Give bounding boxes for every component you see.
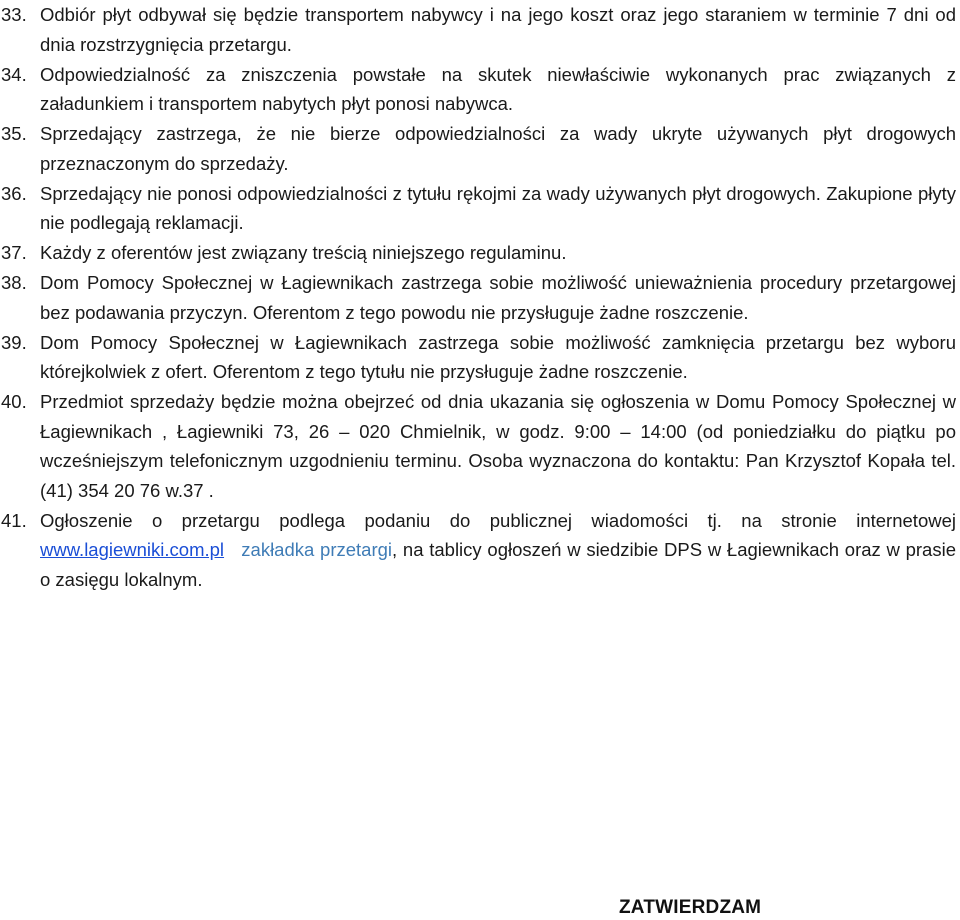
list-item-41 [0,506,956,595]
item-text: Odbiór płyt odbywał się będzie transportem nabywcy i na jego koszt oraz jego staraniem w terminie 7 dni od dnia rozstrzygnięcia przetargu. [40,4,956,55]
approval-signature: ZATWIERDZAM [619,897,762,918]
item-number: 40. [1,391,27,412]
list-item-37 [0,238,956,268]
list-item-38 [0,268,956,327]
item-text: Przedmiot sprzedaży będzie można obejrzeć od dnia ukazania się ogłoszenia w Domu Pomocy Społecznej w Łagiewnikach , Łagiewniki 73, 26 – 020 Chmielnik, w godz. 9:00 – 14:00 (od poniedziałku do piątku po wcześniejszym telefonicznym uzgodnieniu terminu. Osoba wyznaczona do kontaktu: Pan Krzysztof Kopała tel. (41) 354 20 76 w.37 . [40,391,956,501]
item-text: Odpowiedzialność za zniszczenia powstałe na skutek niewłaściwie wykonanych prac związanych z załadunkiem i transportem nabytych płyt ponosi nabywca. [40,63,956,114]
item-number: 36. [1,182,27,204]
item-text: Dom Pomocy Społecznej w Łagiewnikach zastrzega sobie możliwość zamknięcia przetargu bez wyboru którejkolwiek z ofert. Oferentom z tego tytułu nie przysługuje żadne roszczenie. [40,331,956,382]
list-item-36 [0,179,956,238]
item-number: 33. [1,4,27,25]
item-number: 38. [1,272,27,293]
item-number: 34. [1,63,27,85]
list-item-34 [0,60,956,119]
item-text: Sprzedający zastrzega, że nie bierze odpowiedzialności za wady ukryte używanych płyt drogowych przeznaczonym do sprzedaży. [40,123,956,174]
website-link[interactable]: www.lagiewniki.com.pl [40,539,225,560]
list-item-40 [0,387,956,505]
item-text: Każdy z oferentów jest związany treścią niniejszego regulaminu. [40,242,567,263]
item-text-after: , na tablicy ogłoszeń w siedzibie DPS w Łagiewnikach oraz w prasie o zasięgu lokalnym. [40,539,956,590]
item-text: Sprzedający nie ponosi odpowiedzialności z tytułu rękojmi za wady używanych płyt drogowych. Zakupione płyty nie podlegają reklamacji. [40,182,956,233]
item-number: 35. [1,123,27,144]
tab-przetargi-link[interactable]: zakładka przetargi [241,539,393,560]
item-text: Dom Pomocy Społecznej w Łagiewnikach zastrzega sobie możliwość unieważnienia procedury przetargowej bez podawania przyczyn. Oferentom z tego powodu nie przysługuje żadne roszczenie. [40,272,956,323]
item-text [40,506,956,595]
list-item-39 [0,328,956,387]
item-number: 41. [1,509,27,531]
list-item-33 [0,0,956,59]
item-number: 37. [1,242,27,263]
item-number: 39. [1,331,27,353]
list-item-35 [0,119,956,178]
item-text-before: Ogłoszenie o przetargu podlega podaniu do publicznej wiadomości tj. na stronie internetowej [40,509,956,531]
